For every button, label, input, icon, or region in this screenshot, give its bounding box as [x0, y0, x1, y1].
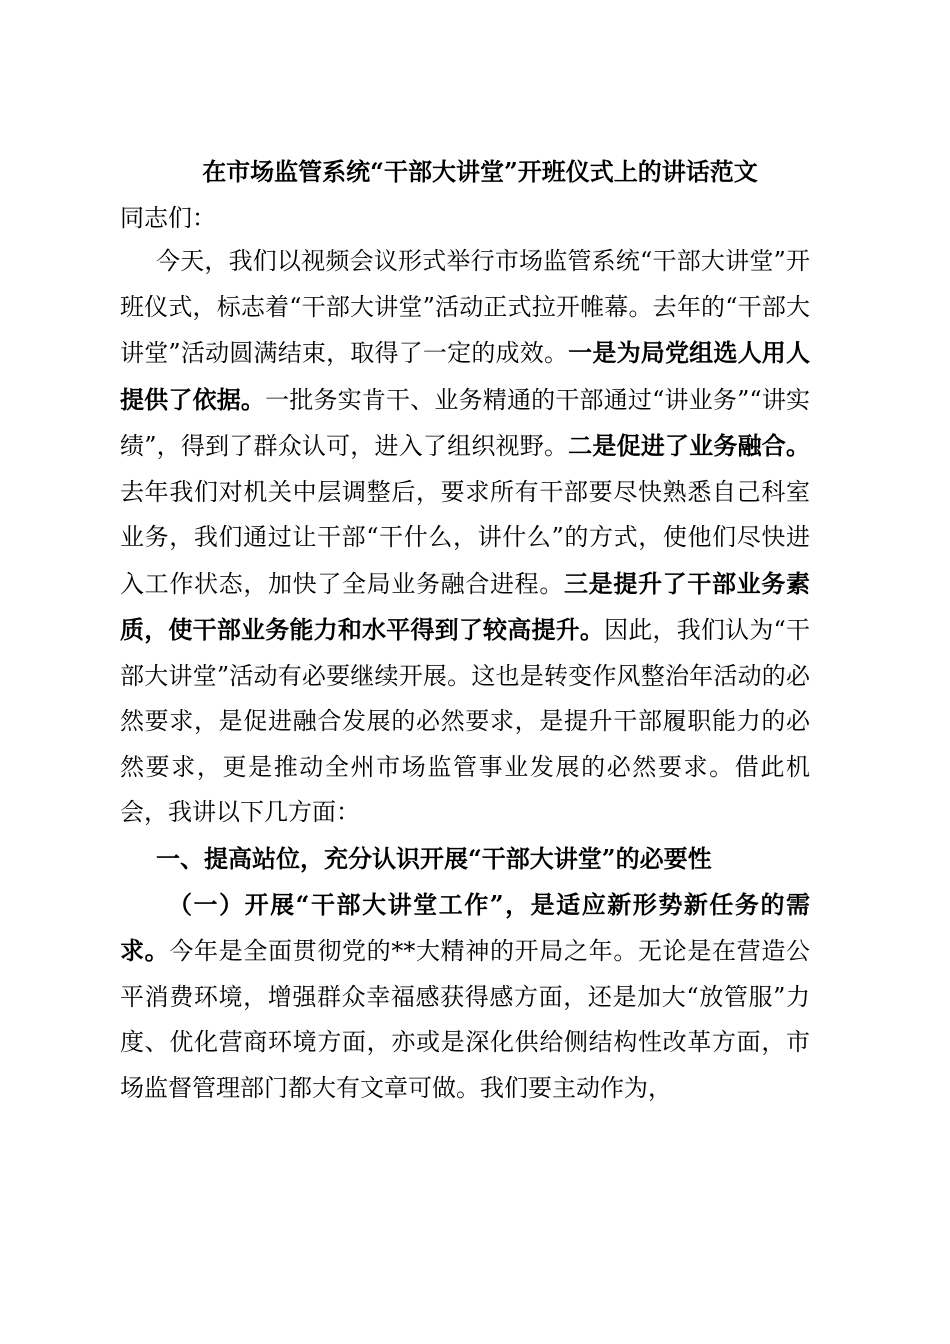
intro-point-2: 二是促进了业务融合。 [568, 431, 810, 460]
salutation: 同志们： [120, 204, 216, 232]
section-heading-1: 一、提高站位，充分认识开展“干部大讲堂”的必要性 [156, 843, 712, 873]
intro-text-4: 因此，我们认为“干部大讲堂”活动有必要继续开展。这也是转变作风整治年活动的必然要求，是促进融合发展的必然要求，是提升干部履职能力的必然要求，更是推动全州市场监管事业发展的必然要求。借此机会，我讲以下几方面： [120, 616, 810, 826]
document-page [120, 155, 810, 1111]
intro-paragraph [120, 239, 810, 836]
intro-text-1: 今天，我们以视频会议形式举行市场监管系统“干部大讲堂”开班仪式，标志着“干部大讲堂”活动正式拉开帷幕。去年的“干部大讲堂”活动圆满结束，取得了一定的成效。 [120, 247, 810, 367]
subsection-title-1: （一）开展“干部大讲堂工作”，是适应新形势新任务的需求。 [120, 889, 810, 965]
subsection-text-1: 今年是全面贯彻党的**大精神的开局之年。无论是在营造公平消费环境，增强群众幸福感获得感方面，还是加大“放管服”力度、优化营商环境方面，亦或是深化供给侧结构性改革方面，市场监督管理部门都大有文章可做。我们要主动作为， [120, 937, 811, 1102]
subsection-paragraph-1 [120, 882, 810, 1112]
intro-point-1: 一是为局党组选人用人提供了依据。 [120, 338, 810, 414]
intro-text-2: 一批务实肯干、业务精通的干部通过“讲业务”“讲实绩”，得到了群众认可，进入了组织视野。 [120, 385, 811, 460]
document-title: 在市场监管系统“干部大讲堂”开班仪式上的讲话范文 [202, 157, 758, 186]
intro-point-3: 三是提升了干部业务素质，使干部业务能力和水平得到了较高提升。 [120, 568, 810, 644]
intro-text-3: 去年我们对机关中层调整后，要求所有干部要尽快熟悉自己科室业务，我们通过让干部“干什么，讲什么”的方式，使他们尽快进入工作状态，加快了全局业务融合进程。 [120, 477, 810, 598]
